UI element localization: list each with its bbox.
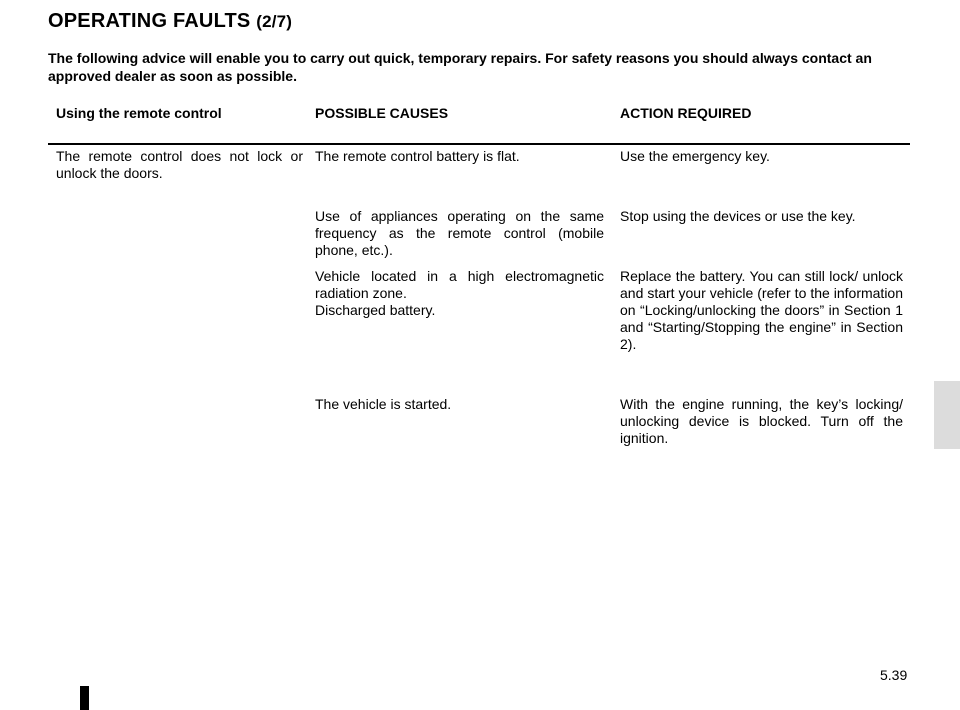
section-thumb-tab: [934, 381, 960, 449]
title-page-indicator: (2/7): [256, 12, 293, 31]
cause-cell: The vehicle is started.: [315, 396, 452, 412]
column-header-topic: Using the remote control: [56, 105, 222, 121]
fault-description: The remote control does not lock or unlock the doors.: [56, 148, 303, 181]
print-crop-mark: [80, 686, 89, 710]
cause-cell: Vehicle located in a high electromagnetic radiation zone. Discharged battery.: [315, 268, 604, 318]
page-title: [48, 10, 292, 33]
action-cell: Use the emergency key.: [620, 148, 770, 164]
cause-cell: Use of appliances operating on the same frequency as the remote control (mobile phone, etc.).: [315, 208, 604, 258]
intro-text: The following advice will enable you to carry out quick, temporary repairs. For safety reasons you should always contact an approved dealer as soon as possible.: [48, 50, 872, 84]
table-header-divider: [48, 143, 910, 145]
title-text: OPERATING FAULTS: [48, 10, 257, 32]
cause-cell: The remote control battery is flat.: [315, 148, 520, 164]
action-cell: With the engine running, the key’s locking/ unlocking device is blocked. Turn off the ignition.: [620, 396, 903, 446]
column-header-possible-causes: POSSIBLE CAUSES: [315, 105, 449, 121]
column-header-action-required: ACTION REQUIRED: [620, 105, 752, 121]
page-number: 5.39: [880, 667, 908, 683]
action-cell: Stop using the devices or use the key.: [620, 208, 856, 224]
action-cell: Replace the battery. You can still lock/ unlock and start your vehicle (refer to the information on “Locking/unlocking the doors” in Section 1 and “Starting/Stopping the engine” in Section 2).: [620, 268, 903, 352]
